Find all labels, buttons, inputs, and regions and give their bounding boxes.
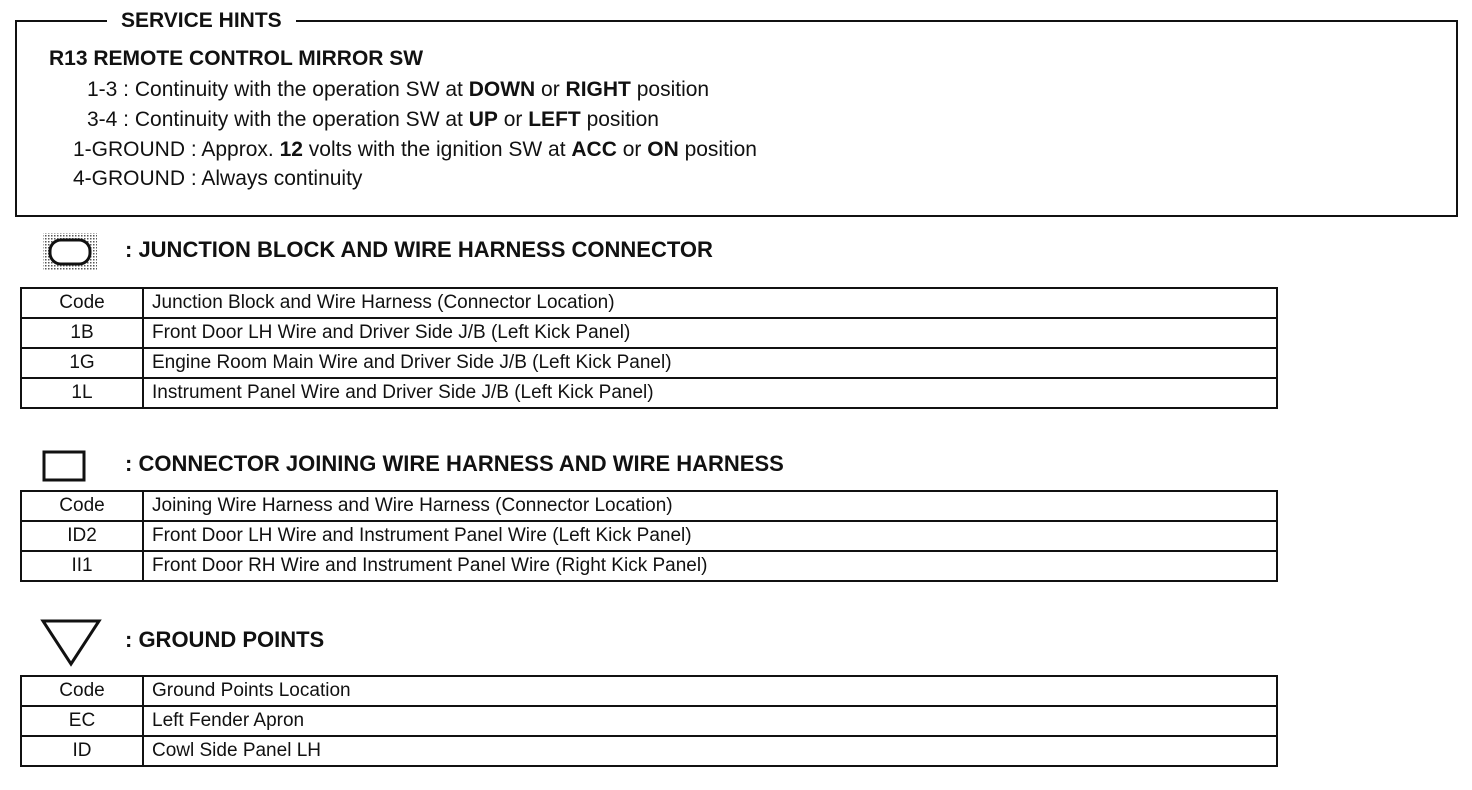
hint-text: Approx.	[201, 138, 280, 161]
hint-text: position	[580, 108, 659, 131]
code-header: Code	[21, 676, 143, 706]
code-header: Code	[21, 491, 143, 521]
hint-keyword: RIGHT	[565, 78, 631, 101]
hint-line-1-ground	[73, 137, 757, 163]
location-cell: Front Door LH Wire and Instrument Panel Wire (Left Kick Panel)	[143, 521, 1277, 551]
location-header: Junction Block and Wire Harness (Connector Location)	[143, 288, 1277, 318]
table-row	[21, 706, 1277, 736]
code-cell: II1	[21, 551, 143, 581]
location-cell: Front Door RH Wire and Instrument Panel Wire (Right Kick Panel)	[143, 551, 1277, 581]
code-cell: 1L	[21, 378, 143, 408]
code-header: Code	[21, 288, 143, 318]
table-row	[21, 318, 1277, 348]
hint-keyword: 12	[279, 138, 303, 161]
code-cell: ID2	[21, 521, 143, 551]
table-header-row	[21, 288, 1277, 318]
junction-section-heading: : JUNCTION BLOCK AND WIRE HARNESS CONNECTOR	[125, 237, 713, 262]
hint-text: Continuity with the operation SW at	[134, 108, 469, 131]
table-header-row	[21, 676, 1277, 706]
location-cell: Instrument Panel Wire and Driver Side J/B (Left Kick Panel)	[143, 378, 1277, 408]
table-row	[21, 736, 1277, 766]
ground-section-heading: : GROUND POINTS	[125, 627, 325, 652]
hint-line-3-4	[87, 107, 659, 133]
code-cell: ID	[21, 736, 143, 766]
location-cell: Engine Room Main Wire and Driver Side J/B (Left Kick Panel)	[143, 348, 1277, 378]
hint-text: or	[535, 78, 566, 101]
hint-text: volts with the ignition SW at	[302, 138, 572, 161]
hint-text: or	[616, 138, 648, 161]
hint-keyword: LEFT	[528, 108, 581, 131]
hint-line-1-3	[87, 77, 709, 103]
location-cell: Cowl Side Panel LH	[143, 736, 1277, 766]
connector-icon	[42, 450, 88, 484]
hint-label: 1-GROUND :	[73, 138, 202, 161]
hint-text: position	[630, 78, 710, 101]
table-row	[21, 348, 1277, 378]
ground-point-icon	[40, 618, 102, 668]
connector-table	[20, 490, 1278, 582]
hint-keyword: ACC	[571, 138, 617, 161]
service-hints-legend: SERVICE HINTS	[107, 8, 296, 34]
service-hints-title: R13 REMOTE CONTROL MIRROR SW	[49, 47, 424, 70]
hint-keyword: UP	[468, 108, 498, 131]
code-cell: EC	[21, 706, 143, 736]
junction-block-icon	[42, 232, 98, 272]
table-row	[21, 521, 1277, 551]
location-cell: Left Fender Apron	[143, 706, 1277, 736]
location-cell: Front Door LH Wire and Driver Side J/B (Left Kick Panel)	[143, 318, 1277, 348]
hint-text: or	[497, 108, 529, 131]
table-row	[21, 378, 1277, 408]
hint-label: 1-3 :	[87, 78, 135, 101]
hint-keyword: ON	[647, 138, 679, 161]
connector-section-heading: : CONNECTOR JOINING WIRE HARNESS AND WIRE HARNESS	[125, 451, 784, 476]
service-hints-box	[15, 9, 1458, 217]
ground-table	[20, 675, 1278, 767]
hint-label: 4-GROUND :	[73, 167, 202, 190]
hint-label: 3-4 :	[87, 108, 135, 131]
hint-keyword: DOWN	[468, 78, 536, 101]
location-header: Joining Wire Harness and Wire Harness (Connector Location)	[143, 491, 1277, 521]
table-header-row	[21, 491, 1277, 521]
code-cell: 1B	[21, 318, 143, 348]
code-cell: 1G	[21, 348, 143, 378]
location-header: Ground Points Location	[143, 676, 1277, 706]
hint-text: Always continuity	[201, 167, 363, 190]
hint-text: Continuity with the operation SW at	[134, 78, 469, 101]
hint-line-4-ground	[73, 166, 362, 192]
junction-table	[20, 287, 1278, 409]
table-row	[21, 551, 1277, 581]
hint-text: position	[678, 138, 757, 161]
